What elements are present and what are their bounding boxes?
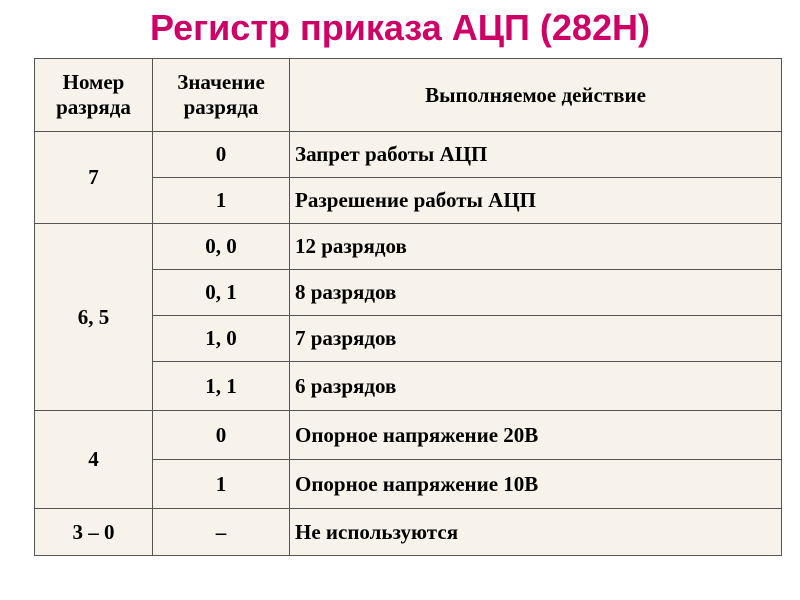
bit-value-cell: 1, 1 [153,362,290,411]
bit-value-cell: 0 [153,132,290,178]
bit-number-cell: 6, 5 [35,224,153,411]
table-row [35,132,782,178]
header-bit-number [35,59,153,132]
action-cell: 8 разрядов [290,270,782,316]
bit-value-cell: 0 [153,411,290,460]
register-table [34,58,782,556]
header-bit-number-line1: Номер [62,70,125,94]
action-cell: 12 разрядов [290,224,782,270]
bit-value-cell: 1, 0 [153,316,290,362]
action-cell: 7 разрядов [290,316,782,362]
table-row [35,411,782,460]
bit-value-cell: 0, 1 [153,270,290,316]
table-row [35,224,782,270]
bit-number-cell: 7 [35,132,153,224]
bit-value-cell: 1 [153,178,290,224]
header-bit-value-line2: разряда [183,95,259,119]
table-header-row [35,59,782,132]
bit-value-cell: 0, 0 [153,224,290,270]
header-bit-number-line2: разряда [56,95,131,119]
bit-number-cell: 4 [35,411,153,509]
action-cell: 6 разрядов [290,362,782,411]
header-bit-value [153,59,290,132]
page-title: Регистр приказа АЦП (282Н) [150,7,650,48]
action-cell: Не используются [290,509,782,556]
action-cell: Опорное напряжение 10В [290,460,782,509]
action-cell: Запрет работы АЦП [290,132,782,178]
bit-value-cell: – [153,509,290,556]
header-bit-value-line1: Значение [177,70,265,94]
bit-value-cell: 1 [153,460,290,509]
header-action: Выполняемое действие [290,59,782,132]
bit-number-cell: 3 – 0 [35,509,153,556]
action-cell: Разрешение работы АЦП [290,178,782,224]
table-row [35,509,782,556]
action-cell: Опорное напряжение 20В [290,411,782,460]
